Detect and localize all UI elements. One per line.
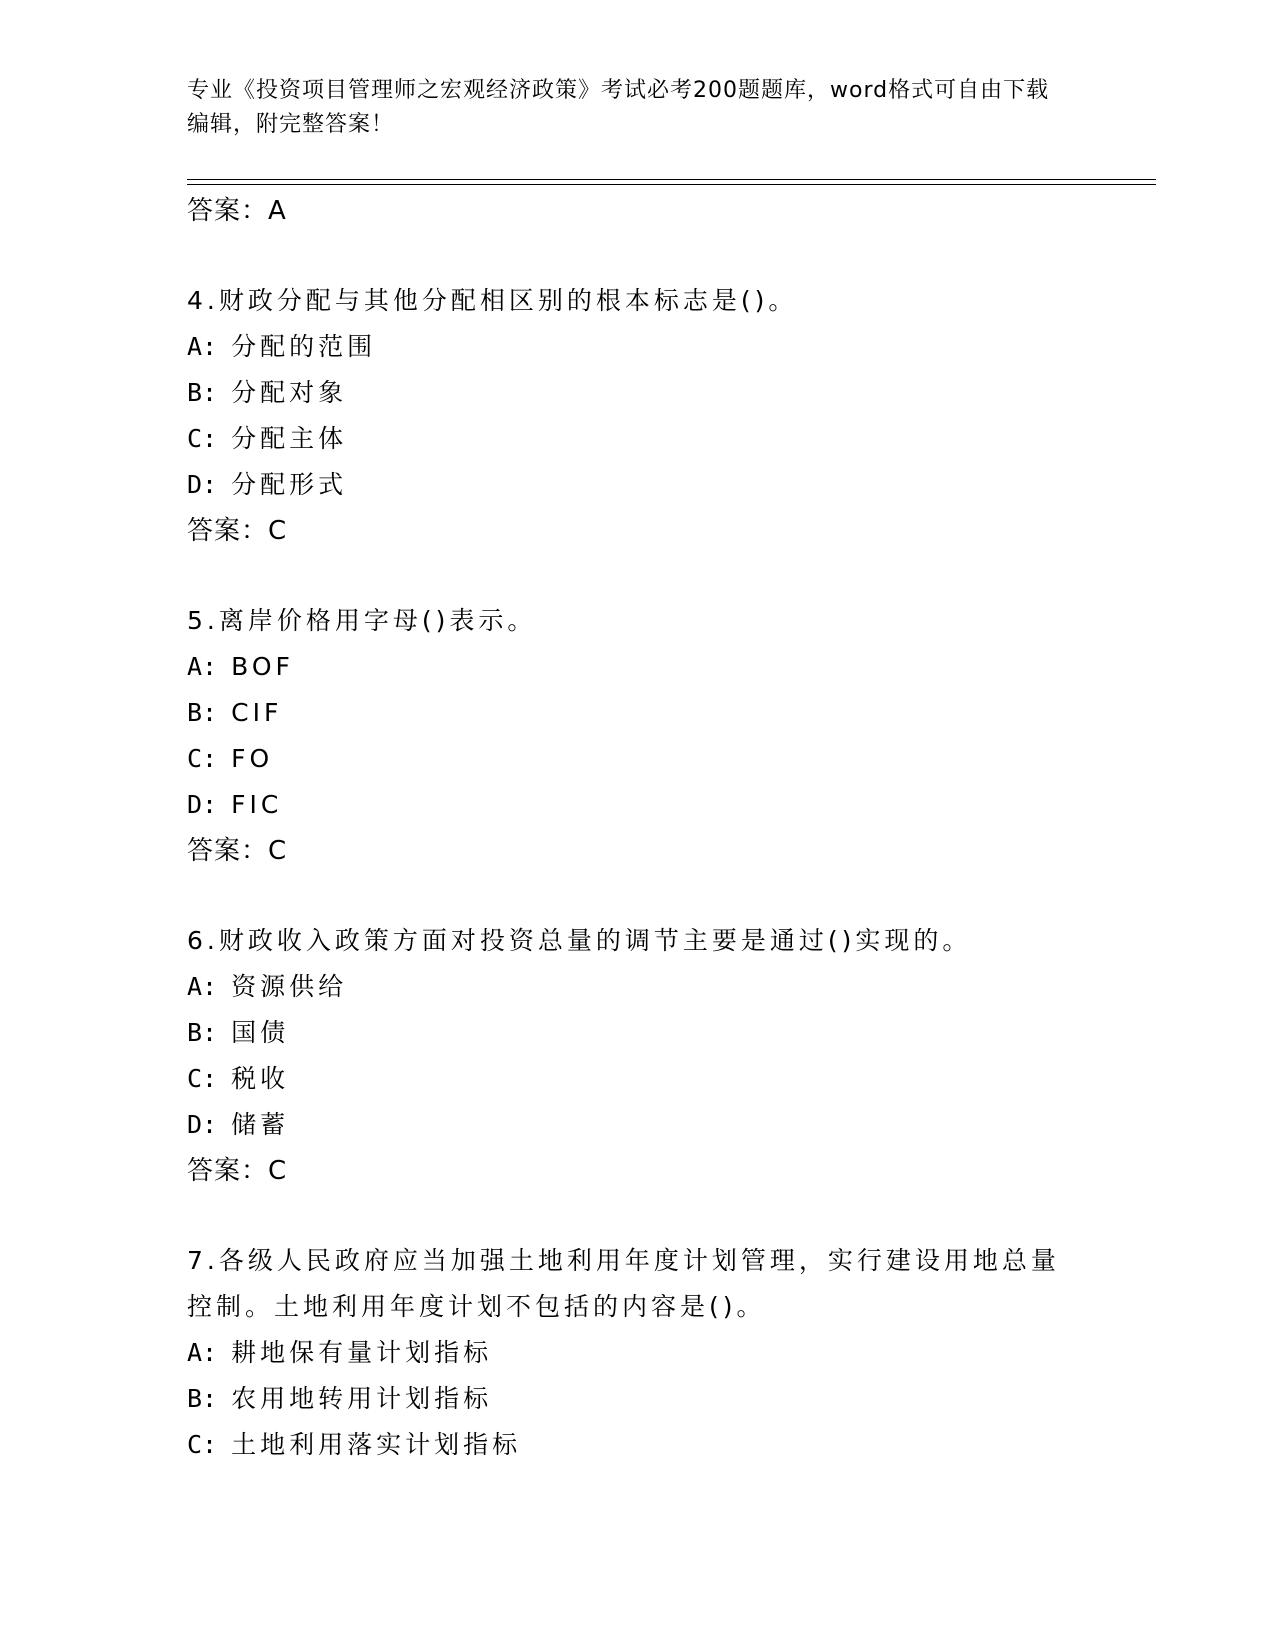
answer-value: C — [268, 516, 288, 546]
option-b: B: CIF — [187, 698, 283, 727]
document-header: 专业《投资项目管理师之宏观经济政策》考试必考200题题库，word格式可自由下载编辑，附完整答案！ — [187, 78, 1050, 137]
option-c: C: 分配主体 — [187, 424, 348, 453]
option-a: A: 资源供给 — [187, 972, 348, 1001]
option-d: D: FIC — [187, 790, 283, 819]
answer-value: C — [268, 1156, 288, 1186]
question-text: 6.财政收入政策方面对投资总量的调节主要是通过()实现的。 — [187, 926, 972, 955]
option-d: D: 分配形式 — [187, 470, 348, 499]
answer-line: 答案：A — [187, 196, 287, 226]
option-c: C: 税收 — [187, 1064, 290, 1093]
header-rule-top — [187, 179, 1156, 180]
answer-value: C — [268, 836, 288, 866]
option-b: B: 分配对象 — [187, 378, 348, 407]
question-list — [187, 188, 1087, 1468]
option-a: A: BOF — [187, 652, 294, 681]
option-a: A: 耕地保有量计划指标 — [187, 1338, 493, 1367]
question-text: 5.离岸价格用字母()表示。 — [187, 606, 537, 635]
option-c: C: 土地利用落实计划指标 — [187, 1430, 522, 1459]
option-b: B: 国债 — [187, 1018, 290, 1047]
answer-value: A — [268, 196, 287, 226]
answer-line: 答案：C — [187, 516, 288, 546]
option-d: D: 储蓄 — [187, 1110, 290, 1139]
answer-line: 答案：C — [187, 836, 288, 866]
question-text: 4.财政分配与其他分配相区别的根本标志是()。 — [187, 286, 798, 315]
question-text: 7.各级人民政府应当加强土地利用年度计划管理，实行建设用地总量控制。土地利用年度计划不包括的内容是()。 — [187, 1246, 1060, 1321]
header-rule-bottom — [187, 184, 1156, 185]
option-b: B: 农用地转用计划指标 — [187, 1384, 493, 1413]
option-c: C: FO — [187, 744, 274, 773]
answer-line: 答案：C — [187, 1156, 288, 1186]
option-a: A: 分配的范围 — [187, 332, 377, 361]
